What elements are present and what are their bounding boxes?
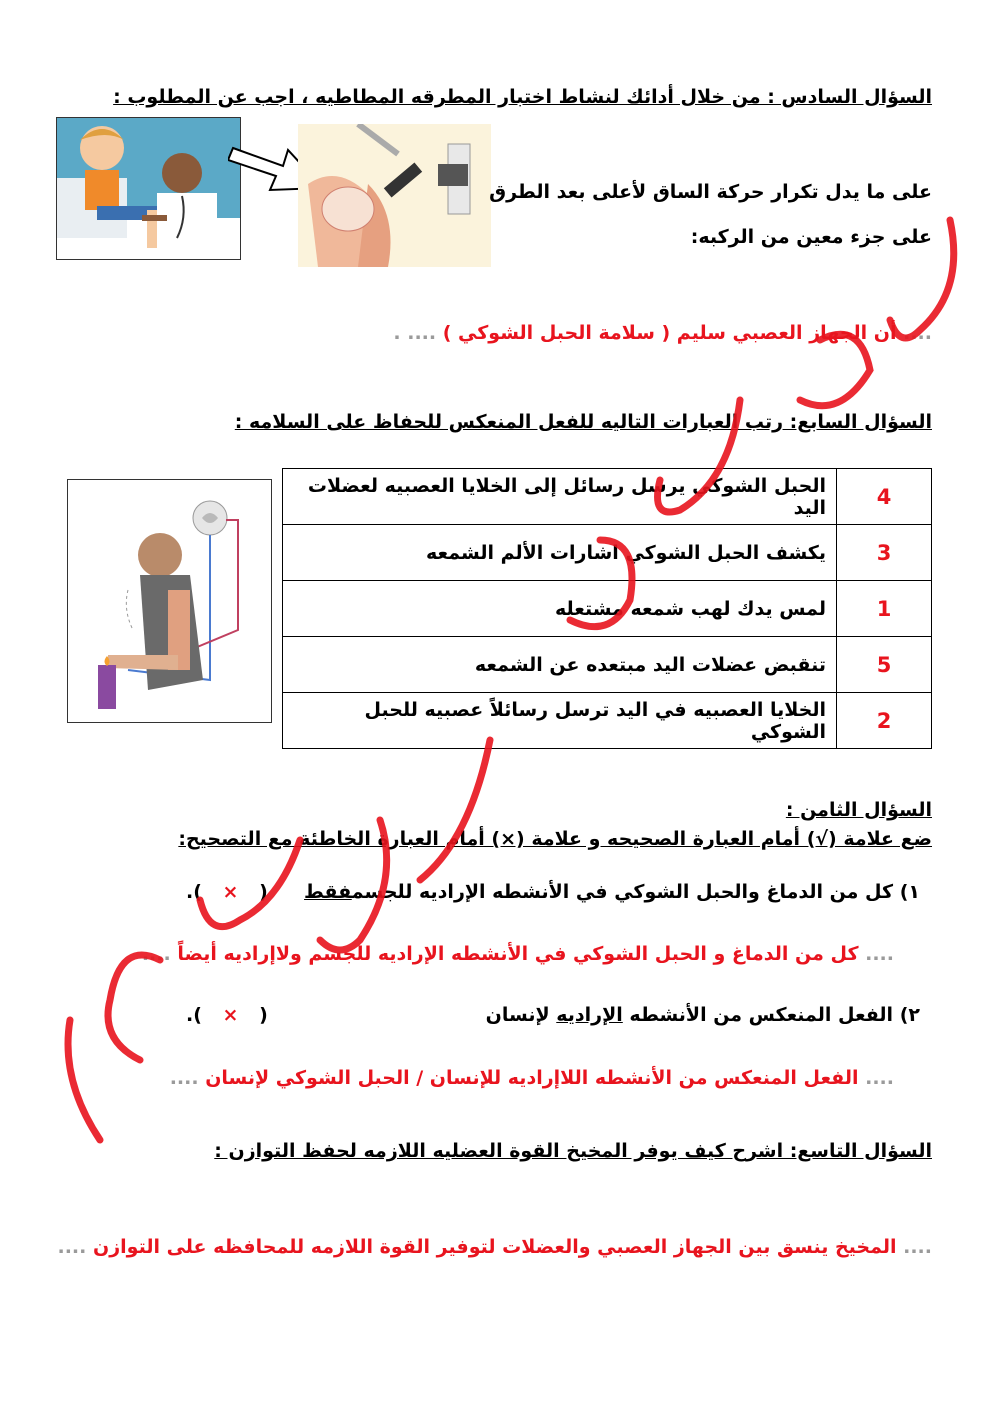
- q6-heading: السؤال السادس : من خلال أدائك لنشاط اختبار المطرقه المطاطيه ، اجب عن المطلوب :: [113, 86, 932, 108]
- wrong-mark: ×: [222, 881, 239, 903]
- q8-heading: السؤال الثامن :: [785, 799, 932, 821]
- order-number: 5: [837, 637, 932, 693]
- statement-text: يكشف الحبل الشوكي اشارات الألم الشمعه: [283, 525, 837, 581]
- item-text: كل من الدماغ والحبل الشوكي في الأنشطه الإراديه للجسم: [351, 881, 894, 903]
- order-number: 4: [837, 469, 932, 525]
- dots: ....: [865, 1067, 894, 1089]
- dots: ....: [169, 1067, 199, 1089]
- q6-answer: أن الجهاز العصبي سليم ( سلامة الحبل الشوكي ): [442, 322, 897, 344]
- item-text-end: لإنسان: [485, 1004, 550, 1026]
- item-number: ٢): [899, 1004, 920, 1026]
- table-row: [283, 693, 932, 749]
- item-number: ١): [899, 881, 920, 903]
- q8-item1-mark-box: [186, 881, 268, 903]
- q8-item2-mark-box: [186, 1004, 268, 1026]
- order-number: 2: [837, 693, 932, 749]
- paren-close: ).: [186, 1004, 202, 1026]
- dots: .... .: [393, 322, 437, 344]
- q8-item2-correction-line: [170, 1067, 894, 1089]
- q8-item1-correction-line: [142, 943, 894, 965]
- dots: ....: [903, 322, 932, 344]
- order-number: 3: [837, 525, 932, 581]
- statement-text: تنقبض عضلات اليد مبتعده عن الشمعه: [283, 637, 837, 693]
- q9-heading: السؤال التاسع: اشرح كيف يوفر المخيخ القوة العضليه اللازمه لحفظ التوازن :: [214, 1140, 932, 1162]
- q8-item2: [486, 1004, 920, 1026]
- q9-answer: المخيخ ينسق بين الجهاز العصبي والعضلات لتوفير القوة اللازمه للمحافظه على التوازن: [92, 1236, 897, 1258]
- reflex-order-table: [282, 468, 932, 749]
- order-number: 1: [837, 581, 932, 637]
- q7-heading: السؤال السابع: رتب العبارات التاليه للفعل المنعكس للحفاظ على السلامه :: [234, 411, 932, 433]
- q8-item2-correction: الفعل المنعكس من الأنشطه اللاإراديه للإنسان / الحبل الشوكي لإنسان: [205, 1067, 859, 1089]
- reflex-hammer-image: [298, 124, 491, 267]
- reflex-arc-image: [67, 479, 272, 723]
- paren-open: (: [259, 1004, 268, 1026]
- q8-item1: [304, 881, 920, 903]
- dots: ....: [141, 943, 171, 965]
- paren-open: (: [259, 881, 268, 903]
- table-row: [283, 637, 932, 693]
- dots: ....: [903, 1236, 932, 1258]
- statement-text: الخلايا العصبيه في اليد ترسل رسائلاً عصبيه للحبل الشوكي: [283, 693, 837, 749]
- underlined-word: فقط: [304, 881, 352, 903]
- wrong-mark: ×: [222, 1004, 239, 1026]
- table-row: [283, 581, 932, 637]
- underlined-word: الإراديه: [556, 1004, 623, 1026]
- q6-answer-line: [393, 322, 932, 344]
- q8-item1-correction: كل من الدماغ و الحبل الشوكي في الأنشطه الإراديه للجسم ولاإراديه أيضاً: [177, 943, 859, 965]
- q8-instruction: ضع علامة (√) أمام العبارة الصحيحه و علامة (×) أمام العبارة الخاطئة مع التصحيح:: [178, 828, 932, 850]
- dots: ....: [57, 1236, 87, 1258]
- q6-question-line2: على جزء معين من الركبه:: [690, 226, 932, 248]
- item-text: الفعل المنعكس من الأنشطه: [629, 1004, 894, 1026]
- paren-close: ).: [186, 881, 202, 903]
- q9-answer-line: [57, 1236, 932, 1258]
- q6-question-line1: على ما يدل تكرار حركة الساق لأعلى بعد الطرق: [489, 181, 932, 203]
- statement-text: لمس يدك لهب شمعه مشتعله: [283, 581, 837, 637]
- dots: ....: [865, 943, 894, 965]
- statement-text: الحبل الشوكي يرسل رسائل إلى الخلايا العصبيه لعضلات اليد: [283, 469, 837, 525]
- table-row: [283, 469, 932, 525]
- table-row: [283, 525, 932, 581]
- doctor-knee-test-image: [56, 117, 241, 260]
